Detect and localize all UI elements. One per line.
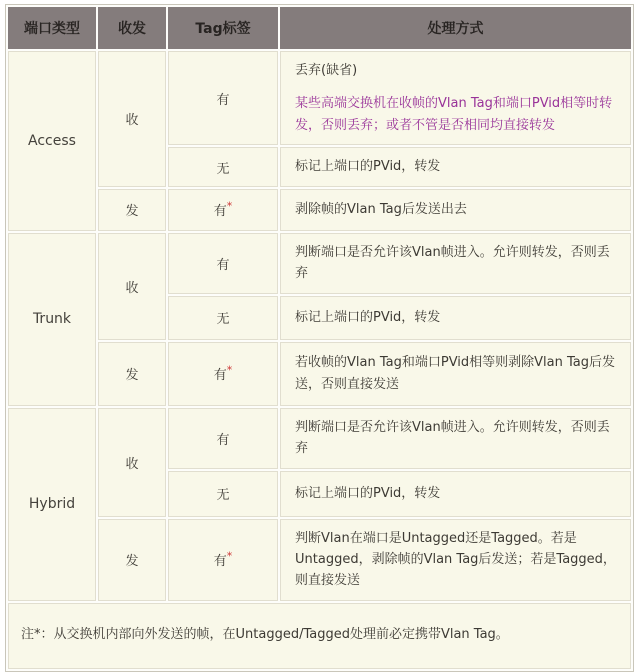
- tag-value: 无: [216, 488, 230, 503]
- direction-cell: 收: [98, 408, 166, 517]
- handling-text: 判断端口是否允许该Vlan帧进入。允许则转发，否则丢弃: [295, 419, 610, 457]
- port-type-access: Access: [8, 51, 96, 231]
- table-row: [8, 189, 631, 231]
- handling-text: 若收帧的Vlan Tag和端口PVid相等则剥除Vlan Tag后发送，否则直接发送: [295, 355, 616, 392]
- col-header-port-type: 端口类型: [8, 7, 96, 49]
- direction-cell: 发: [98, 189, 166, 231]
- col-header-handling: 处理方式: [280, 7, 631, 49]
- handling-text: 判断Vlan在端口是Untagged还是Tagged。若是Untagged，剥除帧的Vlan Tag后发送；若是Tagged，则直接发送: [295, 530, 616, 589]
- tag-value: 有: [216, 92, 230, 108]
- handling-cell: [280, 471, 631, 517]
- tag-value: 无: [216, 312, 230, 328]
- handling-text: 标记上端口的PVid，转发: [295, 309, 441, 325]
- handling-text: 剥除帧的Vlan Tag后发送出去: [295, 202, 467, 218]
- tag-cell: [168, 189, 278, 231]
- tag-cell: [168, 51, 278, 145]
- col-header-tag: Tag标签: [168, 7, 278, 49]
- handling-cell: [280, 233, 631, 294]
- handling-text: 标记上端口的PVid，转发: [295, 159, 441, 175]
- handling-cell: [280, 408, 631, 469]
- tag-cell: [168, 408, 278, 469]
- handling-text: 标记上端口的PVid，转发: [295, 485, 441, 501]
- tag-cell: [168, 519, 278, 601]
- table-row: [8, 342, 631, 406]
- handling-text: 丢弃(缺省): [295, 63, 358, 78]
- port-type-trunk: Trunk: [8, 233, 96, 406]
- tag-value: 无: [216, 161, 230, 177]
- handling-cell: [280, 342, 631, 406]
- direction-cell: 收: [98, 233, 166, 340]
- table-row: [8, 519, 631, 601]
- handling-cell: [280, 189, 631, 231]
- handling-note: 某些高端交换机在收帧的Vlan Tag和端口PVid相等时转发，否则丢弃；或者不管是否相同均直接转发: [295, 96, 613, 133]
- direction-cell: 收: [98, 51, 166, 187]
- tag-value: 有: [216, 432, 230, 448]
- handling-cell: [280, 296, 631, 340]
- footnote-star: *: [226, 363, 233, 377]
- tag-cell: [168, 147, 278, 186]
- tag-value: 有: [216, 257, 230, 273]
- footnote-star: *: [226, 549, 233, 563]
- port-type-hybrid: Hybrid: [8, 408, 96, 601]
- header-row: [8, 7, 631, 49]
- handling-text: 判断端口是否允许该Vlan帧进入。允许则转发，否则丢弃: [295, 244, 610, 282]
- tag-cell: [168, 471, 278, 517]
- col-header-direction: 收发: [98, 7, 166, 49]
- direction-cell: 发: [98, 519, 166, 601]
- tag-cell: [168, 233, 278, 294]
- handling-cell: [280, 147, 631, 186]
- tag-cell: [168, 342, 278, 406]
- table-row: [8, 408, 631, 469]
- table-row: [8, 233, 631, 294]
- footnote-star: *: [226, 199, 233, 213]
- footnote-row: [8, 603, 631, 669]
- handling-cell: [280, 519, 631, 601]
- vlan-port-table: [5, 4, 634, 672]
- tag-value: 有: [213, 204, 227, 220]
- tag-value: 有: [213, 368, 227, 384]
- handling-cell: [280, 51, 631, 145]
- direction-cell: 发: [98, 342, 166, 406]
- tag-cell: [168, 296, 278, 340]
- table-row: [8, 51, 631, 145]
- footnote: 注*：从交换机内部向外发送的帧，在Untagged/Tagged处理前必定携带Vlan Tag。: [8, 603, 631, 669]
- tag-value: 有: [213, 554, 227, 570]
